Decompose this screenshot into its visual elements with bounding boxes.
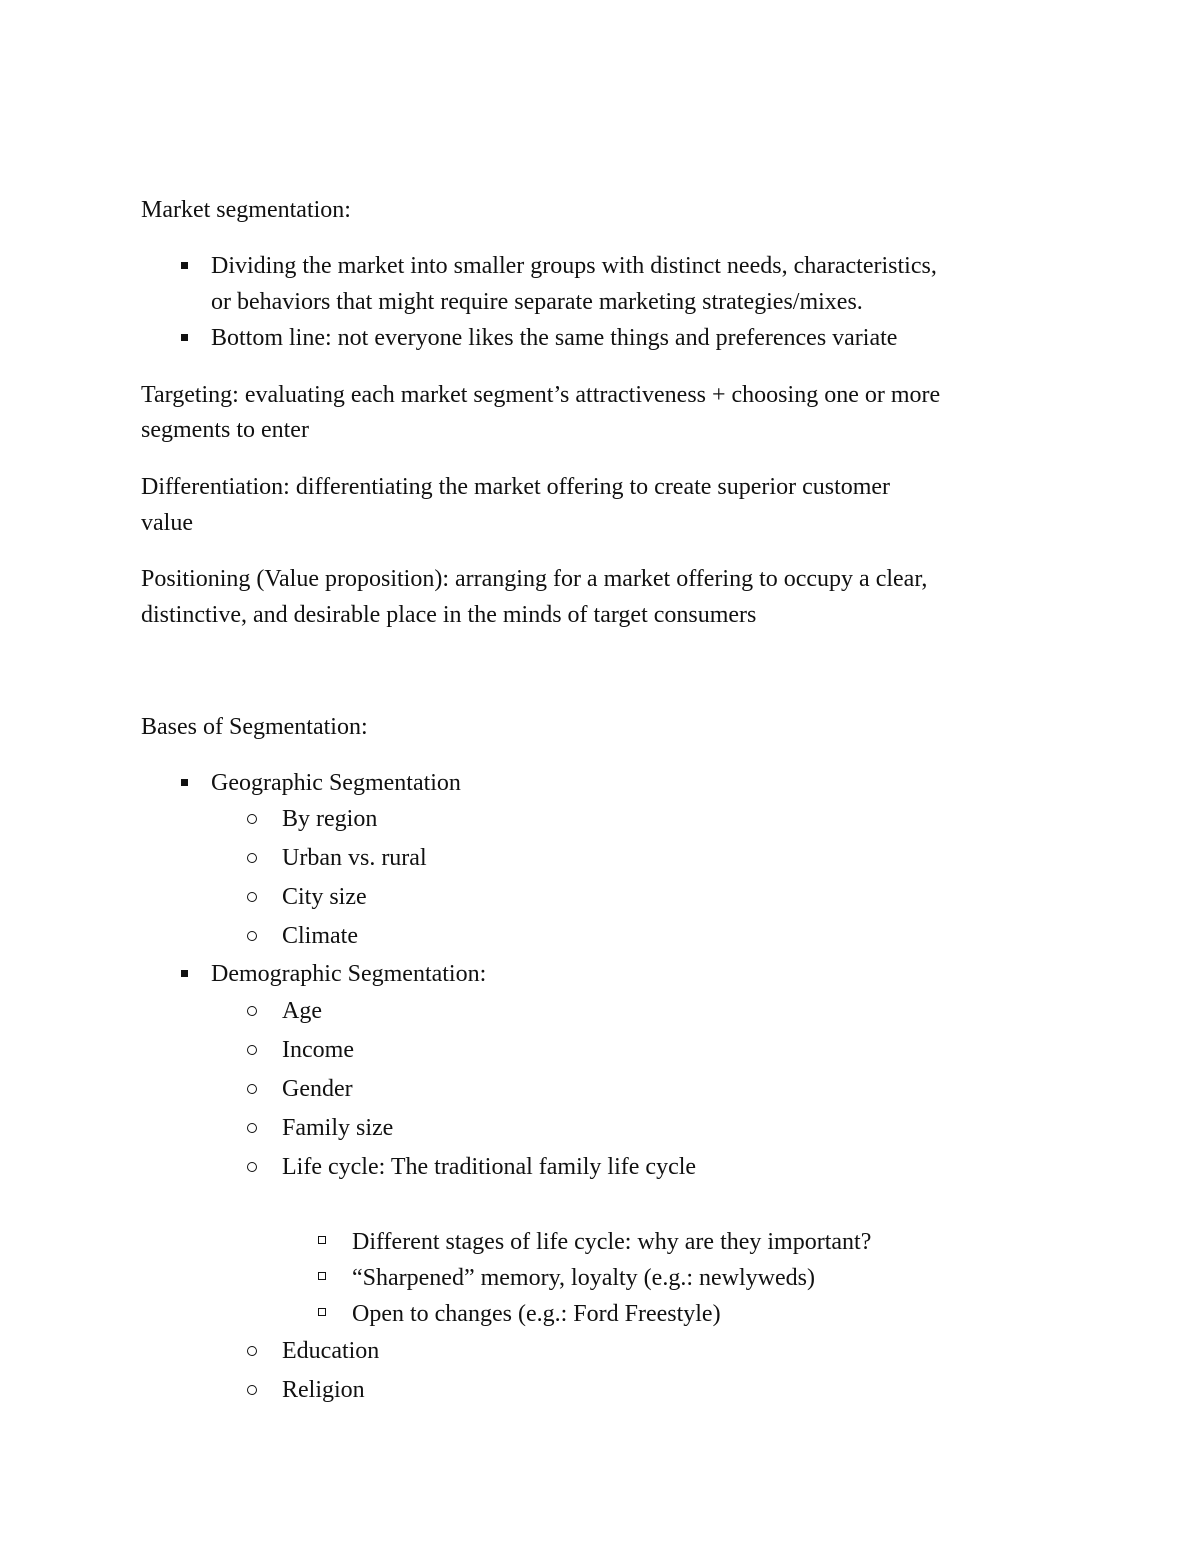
paragraph-positioning-continuation: distinctive, and desirable place in the minds of target consumers	[141, 602, 757, 628]
paragraph-positioning: Positioning (Value proposition): arranging for a market offering to occupy a clear,	[141, 566, 928, 592]
list-item-demographic: Demographic Segmentation:	[211, 961, 487, 987]
heading-market-segmentation: Market segmentation:	[141, 197, 351, 223]
sub-list-item: Climate	[282, 923, 358, 949]
paragraph-differentiation-continuation: value	[141, 510, 193, 536]
square-bullet-icon	[181, 262, 188, 269]
circle-bullet-icon	[247, 892, 257, 902]
list-item-geographic: Geographic Segmentation	[211, 770, 461, 796]
sub-list-item: Age	[282, 998, 322, 1024]
sub-list-item: Gender	[282, 1076, 353, 1102]
sub-list-item: By region	[282, 806, 378, 832]
sub-list-item: Life cycle: The traditional family life cycle	[282, 1154, 697, 1180]
circle-bullet-icon	[247, 814, 257, 824]
list-item: Dividing the market into smaller groups with distinct needs, characteristics,	[211, 253, 937, 279]
paragraph-targeting: Targeting: evaluating each market segment’s attractiveness + choosing one or more	[141, 382, 941, 408]
sub-list-item: Education	[282, 1338, 380, 1364]
sub-sub-list-item: “Sharpened” memory, loyalty (e.g.: newlyweds)	[352, 1265, 815, 1291]
circle-bullet-icon	[247, 853, 257, 863]
square-bullet-icon	[181, 779, 188, 786]
sub-sub-list-item: Different stages of life cycle: why are they important?	[352, 1229, 872, 1255]
document-page	[141, 0, 1071, 1553]
sub-list-item: Urban vs. rural	[282, 845, 427, 871]
paragraph-differentiation: Differentiation: differentiating the market offering to create superior customer	[141, 474, 891, 500]
hollow-square-bullet-icon	[318, 1272, 326, 1280]
paragraph-targeting-continuation: segments to enter	[141, 417, 309, 443]
square-bullet-icon	[181, 334, 188, 341]
hollow-square-bullet-icon	[318, 1308, 326, 1316]
sub-list-item: Family size	[282, 1115, 394, 1141]
hollow-square-bullet-icon	[318, 1236, 326, 1244]
square-bullet-icon	[181, 970, 188, 977]
heading-bases-of-segmentation: Bases of Segmentation:	[141, 714, 368, 740]
list-item-continuation: or behaviors that might require separate marketing strategies/mixes.	[211, 289, 863, 315]
circle-bullet-icon	[247, 1084, 257, 1094]
circle-bullet-icon	[247, 1162, 257, 1172]
circle-bullet-icon	[247, 1346, 257, 1356]
sub-list-item: Income	[282, 1037, 354, 1063]
circle-bullet-icon	[247, 1006, 257, 1016]
circle-bullet-icon	[247, 931, 257, 941]
circle-bullet-icon	[247, 1045, 257, 1055]
list-item: Bottom line: not everyone likes the same things and preferences variate	[211, 325, 898, 351]
circle-bullet-icon	[247, 1385, 257, 1395]
sub-list-item: Religion	[282, 1377, 365, 1403]
sub-sub-list-item: Open to changes (e.g.: Ford Freestyle)	[352, 1301, 721, 1327]
sub-list-item: City size	[282, 884, 367, 910]
circle-bullet-icon	[247, 1123, 257, 1133]
